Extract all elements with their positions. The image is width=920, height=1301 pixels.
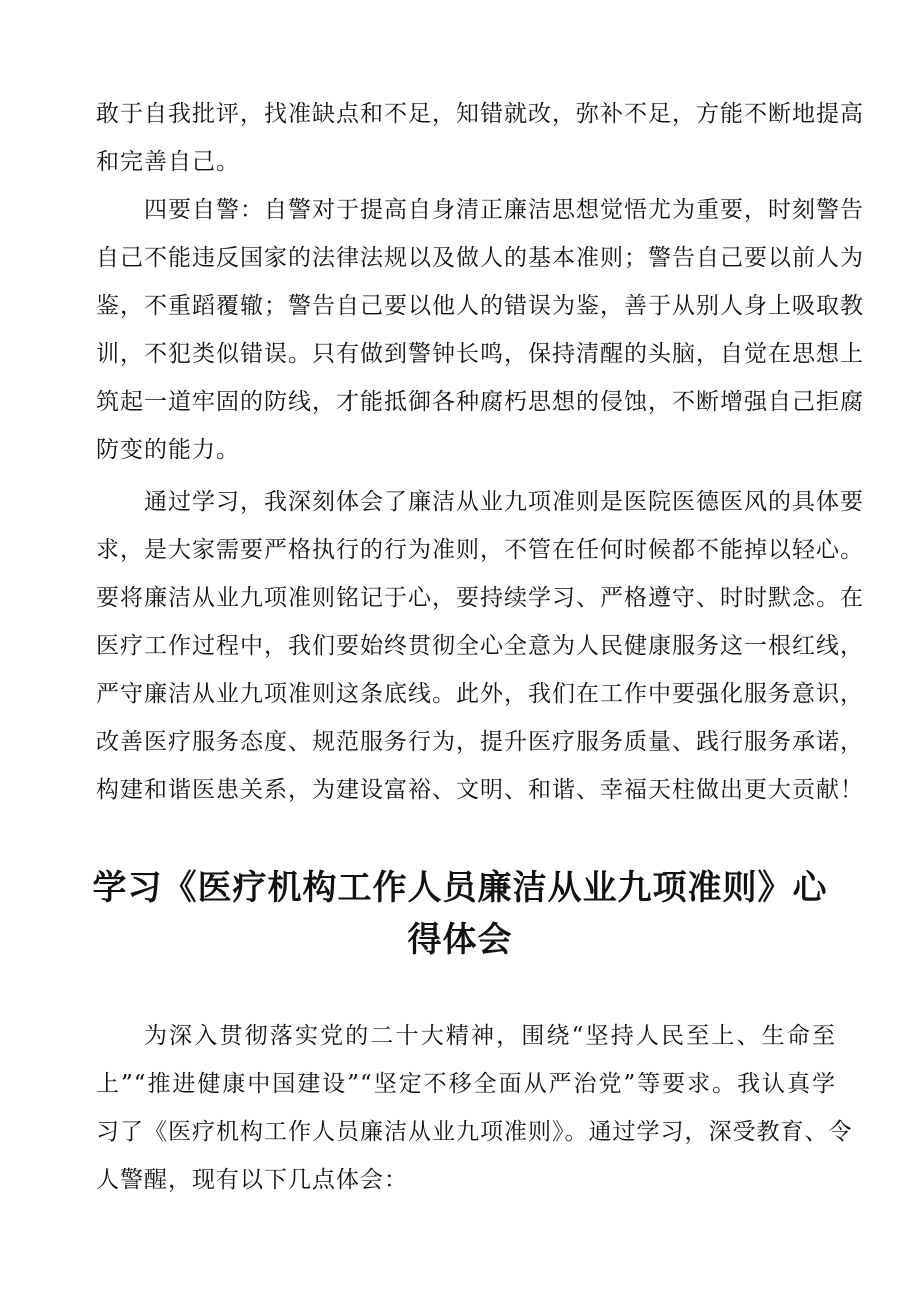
text-line: 求，是大家需要严格执行的行为准则，不管在任何时候都不能掉以轻心。 xyxy=(96,537,864,563)
paragraph-self-warning xyxy=(96,186,864,474)
text-line: 防变的能力。 xyxy=(96,437,240,463)
paragraph-summary xyxy=(96,478,864,814)
text-line: 自己不能违反国家的法律法规以及做人的基本准则；警告自己要以前人为 xyxy=(96,245,864,271)
text-line: 鉴，不重蹈覆辙；警告自己要以他人的错误为鉴，善于从别人身上吸取教 xyxy=(96,293,864,319)
text-line: 四要自警：自警对于提高自身清正廉洁思想觉悟尤为重要，时刻警告 xyxy=(144,197,864,223)
text-line: 习了《医疗机构工作人员廉洁从业九项准则》。通过学习，深受教育、令 xyxy=(96,1119,853,1145)
text-line: 医疗工作过程中，我们要始终贯彻全心全意为人民健康服务这一根红线， xyxy=(96,633,864,659)
text-line: 上”“推进健康中国建设”“坚定不移全面从严治党”等要求。我认真学 xyxy=(96,1071,836,1097)
paragraph-self-criticism xyxy=(96,90,864,186)
paragraph-intro xyxy=(96,1012,853,1204)
text-line: 训，不犯类似错误。只有做到警钟长鸣，保持清醒的头脑，自觉在思想上 xyxy=(96,341,864,367)
text-line: 要将廉洁从业九项准则铭记于心，要持续学习、严格遵守、时时默念。在 xyxy=(96,585,864,611)
text-line: 严守廉洁从业九项准则这条底线。此外，我们在工作中要强化服务意识， xyxy=(96,681,864,707)
text-line: 构建和谐医患关系，为建设富裕、文明、和谐、幸福天柱做出更大贡献！ xyxy=(96,777,864,803)
text-line: 和完善自己。 xyxy=(96,149,240,175)
text-line: 为深入贯彻落实党的二十大精神，围绕“坚持人民至上、生命至 xyxy=(144,1023,836,1049)
text-line: 改善医疗服务态度、规范服务行为，提升医疗服务质量、践行服务承诺， xyxy=(96,729,864,755)
text-line: 筑起一道牢固的防线，才能抵御各种腐朽思想的侵蚀，不断增强自己拒腐 xyxy=(96,389,864,415)
text-line: 通过学习，我深刻体会了廉洁从业九项准则是医院医德医风的具体要 xyxy=(144,489,864,515)
title-line: 得体会 xyxy=(407,920,513,960)
text-line: 人警醒，现有以下几点体会： xyxy=(96,1167,408,1193)
title-line: 学习《医疗机构工作人员廉洁从业九项准则》心 xyxy=(92,868,828,908)
text-line: 敢于自我批评，找准缺点和不足，知错就改，弥补不足，方能不断地提高 xyxy=(96,101,864,127)
article-title xyxy=(90,862,830,966)
